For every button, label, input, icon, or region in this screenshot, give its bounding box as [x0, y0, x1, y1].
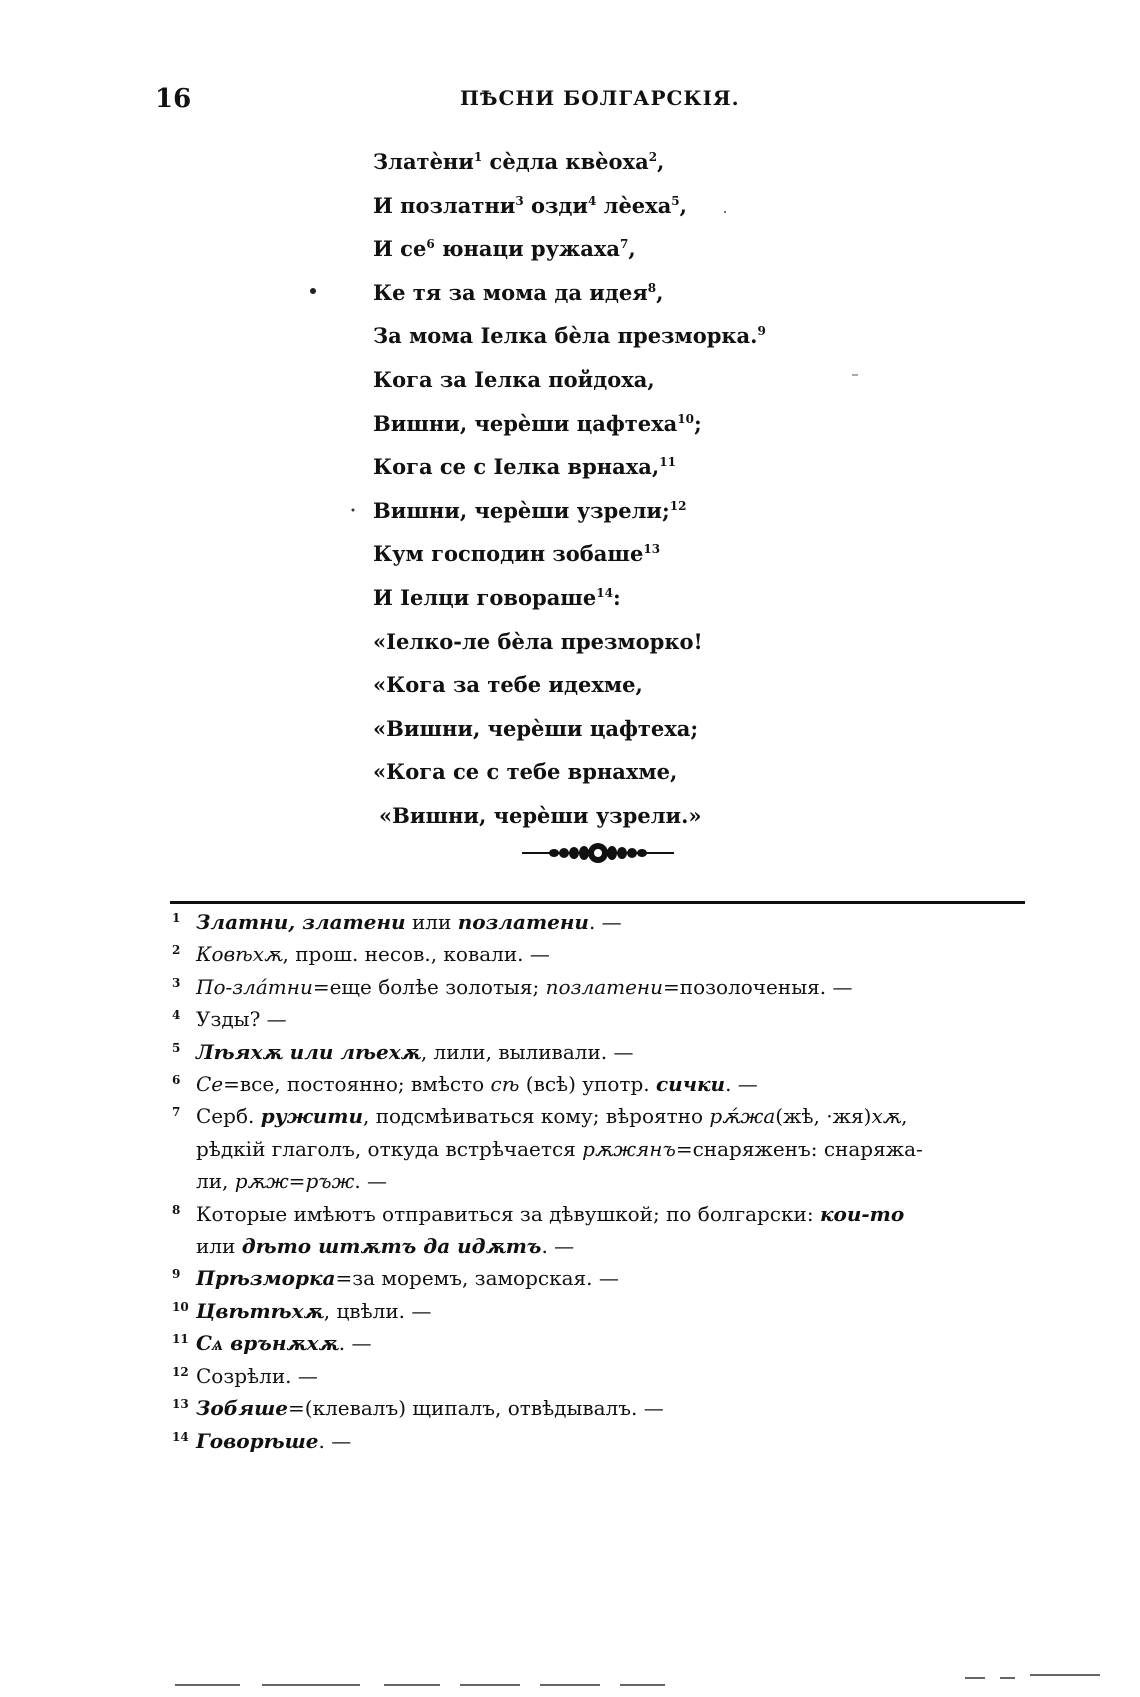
verse-line: И позлатни$^3$ озди$^4$ лѐеха$^5$,: [373, 192, 687, 218]
verse-line: «Вишни, черѐши цафтеха;: [373, 715, 699, 741]
footnote: 7 Серб. ружити, подсмѣиваться кому; вѣроятно рѫ́жа(жѣ, ·жя)хѫ, рѣдкій глаголъ, откуда встрѣчается рѫжянъ=снаряженъ: снаряжа- ли, рѫж=ръж. —: [172, 1104, 923, 1194]
verse-line: «Кога се с тебе врнахме,: [373, 759, 678, 785]
verse-line: «Вишни, черѐши узрели.»: [379, 802, 702, 828]
verse-line: За мома Іелка бѐла презморка.$^9$: [373, 323, 766, 349]
footnote: 10 Цвѣтѣхѫ, цвѣли. —: [172, 1298, 432, 1323]
verse-line: Кога за Іелка пойдоха,: [373, 366, 655, 392]
page-number: 16: [155, 84, 192, 114]
footnote: 8 Которые имѣютъ отправиться за дѣвушкой; по болгарски: кои-то или дѣто штѫтъ да идѫтъ. —: [172, 1201, 905, 1259]
verse-line: Кога се с Іелка врнаха,$^{11}$: [373, 454, 676, 480]
footnote: 6 Се=все, постоянно; вмѣсто сѣ (всѣ) употр. сички. —: [172, 1072, 758, 1097]
footnote: 3 По-зла́тни=еще болѣе золотыя; позлатени=позолоченыя. —: [172, 974, 853, 999]
footnote: 2 Ковѣхѫ, прош. несов., ковали. —: [172, 942, 550, 967]
verse-line: Ке тя за мома да идея$^8$,: [373, 279, 664, 305]
verse-line: Вишни, черѐши узрели;$^{12}$: [373, 497, 687, 523]
verse-line: «Іелко-ле бѐла презморко!: [373, 628, 703, 654]
footnote: 1 Златни, златени или позлатени. —: [172, 910, 622, 934]
verse-line: Кум господин зобаше$^{13}$: [373, 541, 661, 567]
running-title: ПѢСНИ БОЛГАРСКІЯ.: [460, 86, 740, 110]
footnote: 13 Зобяше=(клевалъ) щипалъ, отвѣдывалъ. —: [172, 1396, 664, 1421]
verse-line: И Іелци говораше$^{14}$:: [373, 584, 621, 610]
footnote: 14 Говорѣше. —: [172, 1428, 352, 1453]
verse-line: И $се^6$ юнаци ружаха$^7$,: [373, 236, 636, 262]
verse-line: Златѐни$^1$ сѐдла квѐоха$^2$,: [373, 149, 665, 174]
footnote: 5 Лѣяхѫ или лѣехѫ, лили, выливали. —: [172, 1039, 634, 1064]
footnote: 12 Созрѣли. —: [172, 1363, 318, 1388]
footnote: 11 Сѧ врънѫхѫ. —: [172, 1331, 372, 1356]
verse-line: «Кога за тебе идехме,: [373, 672, 643, 698]
footnote: 4 Узды? —: [172, 1007, 287, 1032]
verse-line: Вишни, черѐши цафтеха$^{10}$;: [373, 410, 702, 436]
footnote: 9 Прѣзморка=за моремъ, заморская. —: [172, 1266, 619, 1291]
